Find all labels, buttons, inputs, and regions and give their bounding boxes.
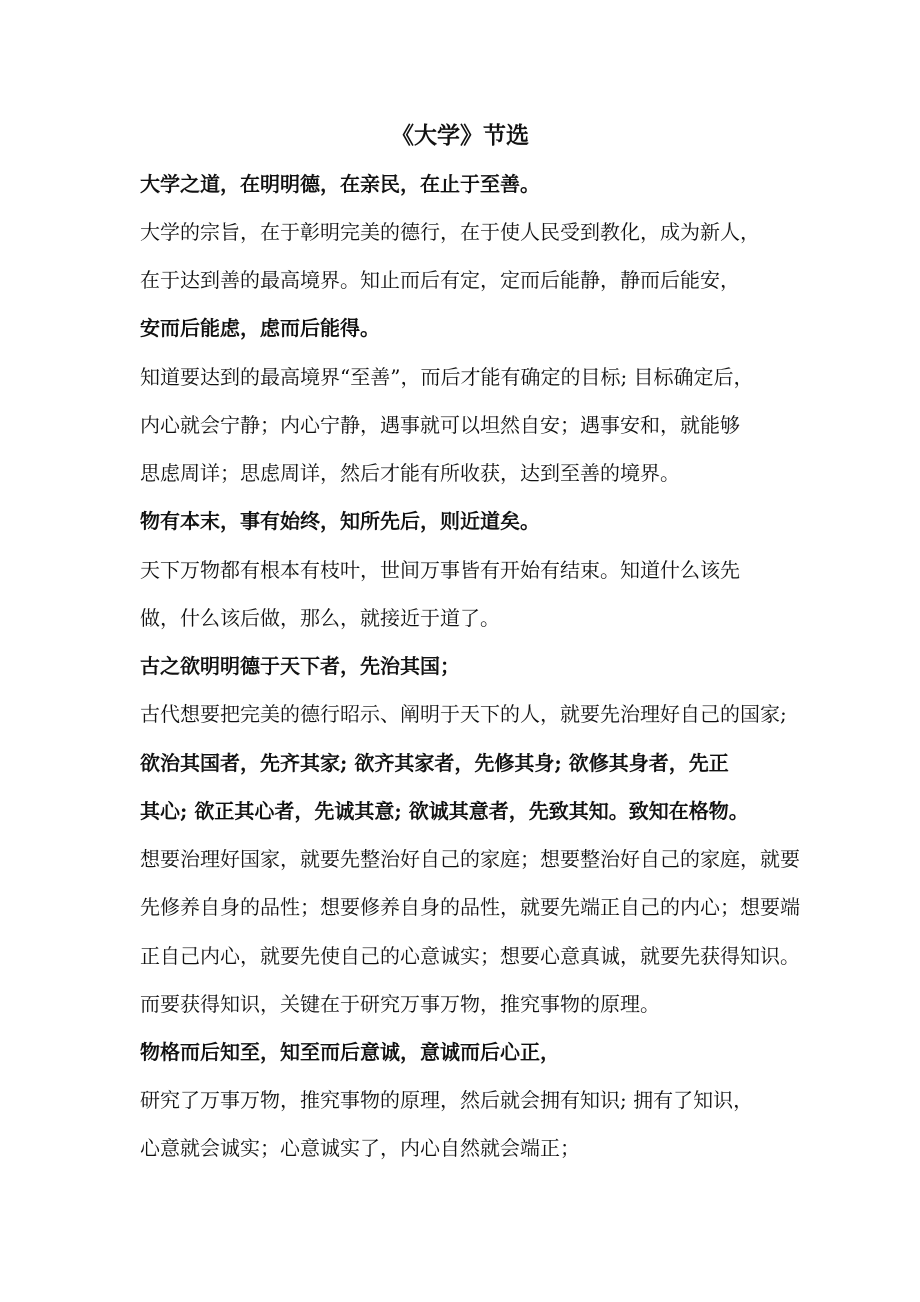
translation-text-line: 而要获得知识，关键在于研究万事万物，推究事物的原理。 bbox=[140, 992, 660, 1016]
classic-text-line: 物格而后知至，知至而后意诚，意诚而后心正， bbox=[140, 1040, 560, 1064]
translation-text-line: 天下万物都有根本有枝叶，世间万事皆有开始有结束。知道什么该先 bbox=[140, 558, 740, 582]
translation-text-line: 古代想要把完美的德行昭示、阐明于天下的人，就要先治理好自己的国家; bbox=[140, 702, 787, 726]
classic-text-line: 大学之道，在明明德，在亲民，在止于至善。 bbox=[140, 172, 540, 196]
translation-text-line: 大学的宗旨，在于彰明完美的德行，在于使人民受到教化，成为新人， bbox=[140, 220, 760, 244]
translation-text-line: 想要治理好国家，就要先整治好自己的家庭；想要整治好自己的家庭，就要 bbox=[140, 847, 800, 871]
classic-text-line: 物有本末，事有始终，知所先后，则近道矣。 bbox=[140, 509, 540, 533]
translation-text-line: 先修养自身的品性；想要修养自身的品性，就要先端正自己的内心；想要端 bbox=[140, 895, 800, 919]
classic-text-line: 欲治其国者，先齐其家; 欲齐其家者，先修其身; 欲修其身者，先正 bbox=[140, 751, 729, 775]
classic-text-line: 其心; 欲正其心者，先诚其意; 欲诚其意者，先致其知。致知在格物。 bbox=[140, 799, 749, 823]
classic-text-line: 安而后能虑，虑而后能得。 bbox=[140, 316, 380, 340]
classic-text-line: 古之欲明明德于天下者，先治其国； bbox=[140, 654, 460, 678]
translation-text-line: 研究了万事万物，推究事物的原理，然后就会拥有知识; 拥有了知识， bbox=[140, 1088, 754, 1112]
translation-text-line: 做，什么该后做，那么，就接近于道了。 bbox=[140, 606, 500, 630]
document-title: 《大学》节选 bbox=[391, 122, 529, 149]
translation-text-line: 在于达到善的最高境界。知止而后有定，定而后能静，静而后能安， bbox=[140, 268, 740, 292]
translation-text-line: 心意就会诚实；心意诚实了，内心自然就会端正； bbox=[140, 1136, 580, 1160]
translation-text-line: 内心就会宁静；内心宁静，遇事就可以坦然自安；遇事安和，就能够 bbox=[140, 413, 740, 437]
translation-text-line: 思虑周详；思虑周详，然后才能有所收获，达到至善的境界。 bbox=[140, 461, 680, 485]
translation-text-line: 知道要达到的最高境界“至善”，而后才能有确定的目标; 目标确定后， bbox=[140, 365, 754, 389]
translation-text-line: 正自己内心，就要先使自己的心意诚实；想要心意真诚，就要先获得知识。 bbox=[140, 944, 800, 968]
